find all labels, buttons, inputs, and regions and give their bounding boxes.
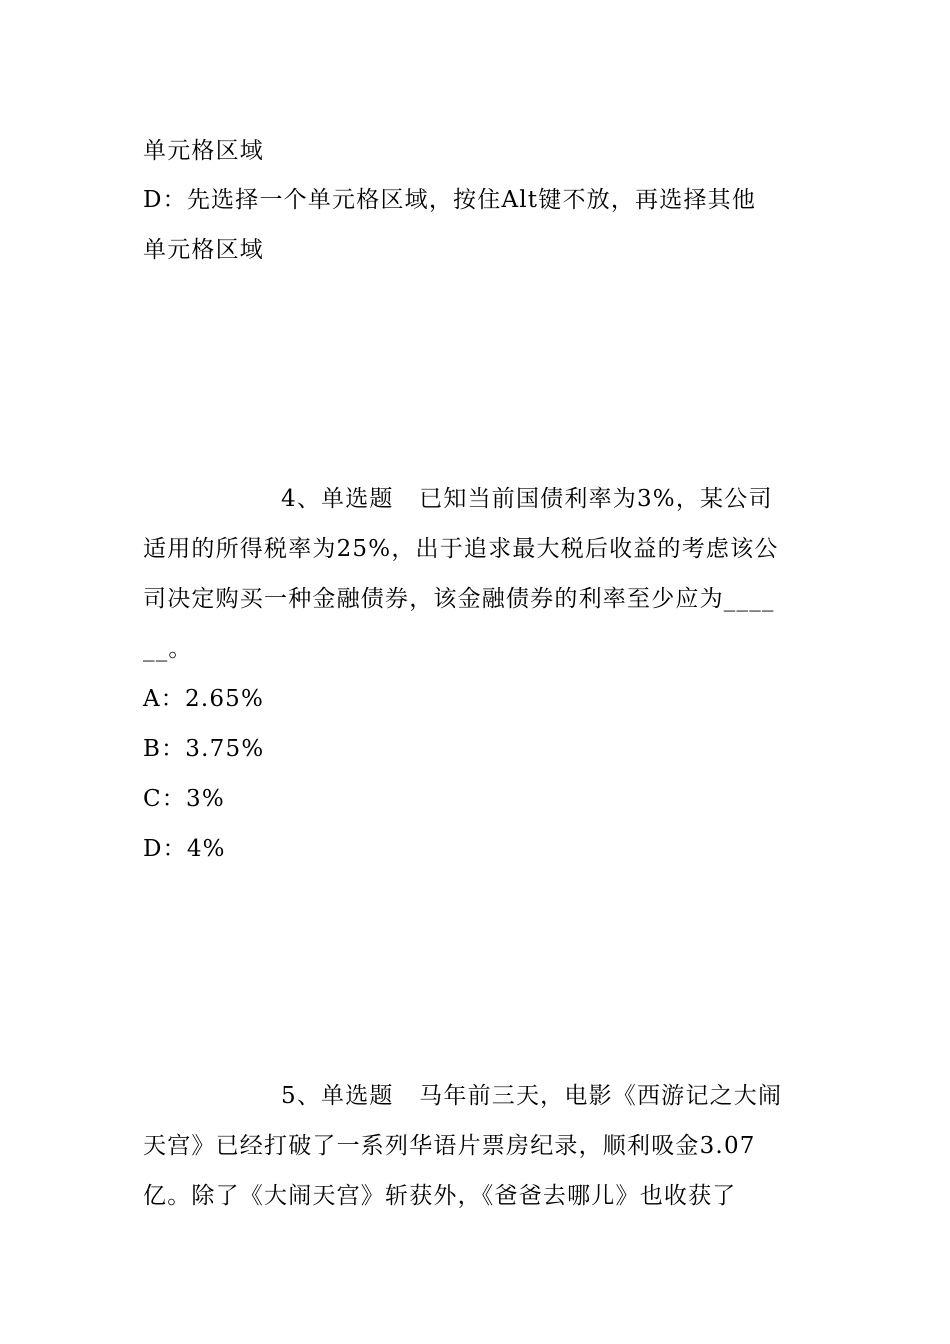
question-5-line-3: 亿。除了《大闹天宫》斩获外，《爸爸去哪儿》也收获了 (143, 1183, 737, 1209)
option-d: D：4% (143, 836, 226, 862)
option-c-continuation: 单元格区域 (143, 138, 264, 164)
option-a: A：2.65% (143, 686, 265, 712)
option-d-line-2: 单元格区域 (143, 237, 264, 263)
question-4-line-3: 司决定购买一种金融债券，该金融债券的利率至少应为____ (143, 586, 775, 612)
question-4-line-1: 4、单选题 已知当前国债利率为3%，某公司 (281, 486, 773, 512)
question-4-line-4: __。 (143, 636, 193, 662)
question-5-line-2: 天宫》已经打破了一系列华语片票房纪录，顺利吸金3.07 (143, 1133, 756, 1159)
option-c: C：3% (143, 786, 225, 812)
option-d-line-1: D：先选择一个单元格区域，按住Alt键不放，再选择其他 (143, 187, 757, 213)
question-4-line-2: 适用的所得税率为25%，出于追求最大税后收益的考虑该公 (143, 536, 779, 562)
option-b: B：3.75% (143, 736, 265, 762)
question-5-line-1: 5、单选题 马年前三天，电影《西游记之大闹 (281, 1083, 783, 1109)
